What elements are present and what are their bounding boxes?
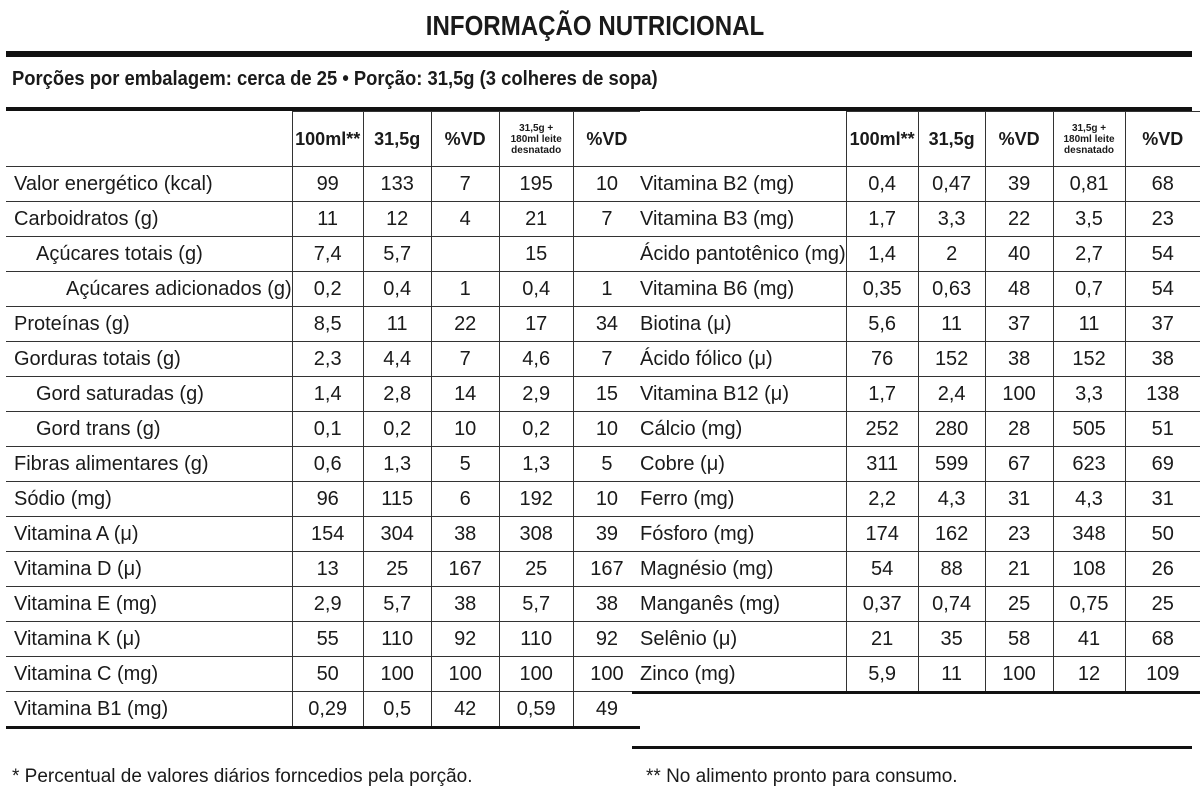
nutrient-value: 11: [363, 307, 431, 342]
table-row: [632, 587, 1200, 622]
table-row: [6, 272, 640, 307]
nutrient-value: 280: [918, 412, 985, 447]
table-row: [632, 272, 1200, 307]
nutrient-value: [431, 237, 499, 272]
nutrient-value: 92: [431, 622, 499, 657]
table-header-row: [6, 112, 640, 167]
nutrient-value: 109: [1125, 657, 1200, 693]
nutrient-value: 92: [573, 622, 640, 657]
nutrient-value: 5,7: [499, 587, 573, 622]
table-row: [632, 412, 1200, 447]
nutrient-value: 37: [1125, 307, 1200, 342]
header-milk-line: 31,5g +: [1071, 122, 1107, 134]
nutrient-name: Açúcares adicionados (g): [6, 272, 292, 307]
nutrient-name: Ácido pantotênico (mg): [632, 237, 846, 272]
nutrient-value: 88: [918, 552, 985, 587]
table-row: [6, 307, 640, 342]
table-row: [6, 622, 640, 657]
nutrient-value: 21: [985, 552, 1053, 587]
nutrient-value: 8,5: [292, 307, 363, 342]
nutrient-value: 35: [918, 622, 985, 657]
header-vd-with-milk: %VD: [573, 112, 640, 167]
header-portion: 31,5g: [363, 112, 431, 167]
nutrient-value: 1,4: [846, 237, 918, 272]
nutrient-value: 0,59: [499, 692, 573, 728]
nutrient-value: 15: [573, 377, 640, 412]
nutrient-value: 252: [846, 412, 918, 447]
nutrient-value: 167: [573, 552, 640, 587]
nutrient-value: 0,4: [363, 272, 431, 307]
nutrient-value: 49: [573, 692, 640, 728]
table-row: [6, 587, 640, 622]
header-vd: %VD: [985, 112, 1053, 167]
nutrient-value: 152: [1053, 342, 1125, 377]
nutrient-value: 10: [573, 167, 640, 202]
nutrient-value: 1,4: [292, 377, 363, 412]
nutrient-value: 0,4: [846, 167, 918, 202]
nutrient-value: 0,75: [1053, 587, 1125, 622]
nutrient-value: 2,7: [1053, 237, 1125, 272]
nutrient-value: 38: [985, 342, 1053, 377]
nutrient-value: 0,2: [363, 412, 431, 447]
nutrient-value: 0,6: [292, 447, 363, 482]
table-row: [632, 377, 1200, 412]
nutrient-value: 7: [573, 202, 640, 237]
nutrient-value: 10: [573, 412, 640, 447]
nutrient-value: 34: [573, 307, 640, 342]
header-blank: [632, 112, 846, 167]
table-row: [632, 482, 1200, 517]
header-vd: %VD: [431, 112, 499, 167]
header-portion: 31,5g: [918, 112, 985, 167]
nutrient-name: Gord saturadas (g): [6, 377, 292, 412]
nutrient-value: 14: [431, 377, 499, 412]
header-vd-with-milk: %VD: [1125, 112, 1200, 167]
table-row: [6, 657, 640, 692]
nutrient-value: 69: [1125, 447, 1200, 482]
nutrient-name: Vitamina B3 (mg): [632, 202, 846, 237]
nutrient-value: 167: [431, 552, 499, 587]
header-100ml: 100ml**: [292, 112, 363, 167]
nutrient-name: Vitamina K (μ): [6, 622, 292, 657]
nutrient-value: 2,2: [846, 482, 918, 517]
table-row: [6, 377, 640, 412]
nutrient-value: 108: [1053, 552, 1125, 587]
nutrient-value: 4,4: [363, 342, 431, 377]
nutrient-value: 21: [499, 202, 573, 237]
nutrient-name: Vitamina B2 (mg): [632, 167, 846, 202]
footnote-vd: * Percentual de valores diários forncedios pela porção.: [12, 766, 473, 787]
table-row: [632, 342, 1200, 377]
nutrient-value: 2,8: [363, 377, 431, 412]
table-row: [6, 482, 640, 517]
nutrient-value: 304: [363, 517, 431, 552]
header-milk-line: desnatado: [1064, 144, 1115, 156]
nutrient-value: 58: [985, 622, 1053, 657]
nutrient-value: 5,7: [363, 237, 431, 272]
nutrient-value: 1,7: [846, 377, 918, 412]
header-milk-line: desnatado: [511, 144, 562, 156]
table-row: [6, 202, 640, 237]
nutrient-value: 308: [499, 517, 573, 552]
table-row: [632, 517, 1200, 552]
header-blank: [6, 112, 292, 167]
nutrient-value: 55: [292, 622, 363, 657]
nutrient-value: 0,7: [1053, 272, 1125, 307]
nutrient-value: 6: [431, 482, 499, 517]
table-row: [6, 412, 640, 447]
table-row: [632, 622, 1200, 657]
nutrient-value: 0,35: [846, 272, 918, 307]
table-row: [632, 552, 1200, 587]
nutrient-value: 11: [918, 657, 985, 693]
nutrient-value: 0,74: [918, 587, 985, 622]
nutrition-table-left: [6, 111, 640, 729]
nutrient-name: Cobre (μ): [632, 447, 846, 482]
nutrient-value: 54: [1125, 272, 1200, 307]
nutrient-name: Cálcio (mg): [632, 412, 846, 447]
nutrient-name: Biotina (μ): [632, 307, 846, 342]
nutrient-name: Vitamina D (μ): [6, 552, 292, 587]
nutrient-value: 22: [431, 307, 499, 342]
nutrient-value: 5,9: [846, 657, 918, 693]
nutrient-name: Ferro (mg): [632, 482, 846, 517]
nutrient-value: 152: [918, 342, 985, 377]
right-bottom-rule: [632, 746, 1192, 749]
nutrient-value: 76: [846, 342, 918, 377]
header-portion-with-milk: [499, 112, 573, 167]
nutrient-value: 25: [985, 587, 1053, 622]
label-title: INFORMAÇÃO NUTRICIONAL: [425, 10, 765, 41]
nutrient-value: 115: [363, 482, 431, 517]
table-row: [6, 237, 640, 272]
nutrient-value: 54: [846, 552, 918, 587]
nutrient-value: 25: [1125, 587, 1200, 622]
nutrient-name: Vitamina E (mg): [6, 587, 292, 622]
nutrient-name: Vitamina B6 (mg): [632, 272, 846, 307]
nutrient-value: 39: [985, 167, 1053, 202]
nutrient-name: Fósforo (mg): [632, 517, 846, 552]
nutrient-name: Sódio (mg): [6, 482, 292, 517]
nutrient-value: 28: [985, 412, 1053, 447]
nutrient-value: 10: [431, 412, 499, 447]
table-row: [6, 342, 640, 377]
nutrient-value: 4,3: [1053, 482, 1125, 517]
nutrient-name: Vitamina A (μ): [6, 517, 292, 552]
nutrient-value: 15: [499, 237, 573, 272]
nutrient-value: 10: [573, 482, 640, 517]
nutrient-value: 0,29: [292, 692, 363, 728]
nutrient-value: 1: [431, 272, 499, 307]
nutrient-value: 2,9: [499, 377, 573, 412]
nutrient-value: 7: [431, 342, 499, 377]
nutrient-value: 138: [1125, 377, 1200, 412]
nutrient-value: 42: [431, 692, 499, 728]
nutrient-value: 7: [573, 342, 640, 377]
nutrient-value: 2,3: [292, 342, 363, 377]
nutrient-value: 50: [292, 657, 363, 692]
nutrient-value: 2: [918, 237, 985, 272]
table-row: [632, 307, 1200, 342]
nutrient-value: 25: [499, 552, 573, 587]
nutrient-value: 1,3: [499, 447, 573, 482]
nutrient-value: 38: [431, 517, 499, 552]
nutrient-value: 2,9: [292, 587, 363, 622]
nutrient-value: 0,2: [499, 412, 573, 447]
nutrient-name: Fibras alimentares (g): [6, 447, 292, 482]
nutrient-value: 5: [431, 447, 499, 482]
nutrient-value: 38: [573, 587, 640, 622]
nutrient-value: 31: [1125, 482, 1200, 517]
nutrient-name: Selênio (μ): [632, 622, 846, 657]
nutrient-value: 67: [985, 447, 1053, 482]
table-row: [6, 167, 640, 202]
table-header-row: [632, 112, 1200, 167]
nutrient-value: 5: [573, 447, 640, 482]
nutrient-name: Manganês (mg): [632, 587, 846, 622]
table-row: [6, 552, 640, 587]
nutrient-value: 12: [1053, 657, 1125, 693]
nutrient-value: 0,37: [846, 587, 918, 622]
nutrient-value: 154: [292, 517, 363, 552]
nutrient-value: 192: [499, 482, 573, 517]
nutrient-value: 4: [431, 202, 499, 237]
nutrient-name: Vitamina B12 (μ): [632, 377, 846, 412]
nutrient-value: 1,3: [363, 447, 431, 482]
nutrient-value: 38: [1125, 342, 1200, 377]
nutrient-value: 37: [985, 307, 1053, 342]
nutrient-value: 0,63: [918, 272, 985, 307]
table-row: [632, 657, 1200, 693]
nutrient-value: 100: [985, 377, 1053, 412]
nutrient-name: Carboidratos (g): [6, 202, 292, 237]
nutrient-value: 50: [1125, 517, 1200, 552]
nutrient-value: 100: [363, 657, 431, 692]
nutrient-value: 4,6: [499, 342, 573, 377]
nutrient-value: 0,5: [363, 692, 431, 728]
nutrient-value: 22: [985, 202, 1053, 237]
nutrient-name: Valor energético (kcal): [6, 167, 292, 202]
nutrient-value: 162: [918, 517, 985, 552]
table-row: [632, 237, 1200, 272]
nutrient-value: 23: [985, 517, 1053, 552]
nutrient-value: 7,4: [292, 237, 363, 272]
nutrient-value: 48: [985, 272, 1053, 307]
nutrient-name: Vitamina B1 (mg): [6, 692, 292, 728]
nutrient-value: 3,5: [1053, 202, 1125, 237]
nutrient-value: 13: [292, 552, 363, 587]
nutrient-value: 5,6: [846, 307, 918, 342]
nutrient-value: 133: [363, 167, 431, 202]
header-milk-line: 180ml leite: [510, 133, 562, 145]
nutrient-value: 110: [363, 622, 431, 657]
nutrient-value: 0,81: [1053, 167, 1125, 202]
nutrient-name: Proteínas (g): [6, 307, 292, 342]
nutrient-value: 99: [292, 167, 363, 202]
nutrient-value: 38: [431, 587, 499, 622]
nutrient-value: 68: [1125, 622, 1200, 657]
nutrient-value: 100: [499, 657, 573, 692]
nutrient-value: 5,7: [363, 587, 431, 622]
nutrient-value: 623: [1053, 447, 1125, 482]
nutrient-value: 1,7: [846, 202, 918, 237]
nutrient-value: 4,3: [918, 482, 985, 517]
nutrient-value: 100: [573, 657, 640, 692]
nutrient-value: 25: [363, 552, 431, 587]
nutrient-value: 1: [573, 272, 640, 307]
table-row: [632, 167, 1200, 202]
top-rule: [6, 51, 1192, 57]
nutrient-value: 96: [292, 482, 363, 517]
table-row: [6, 447, 640, 482]
header-portion-with-milk: [1053, 112, 1125, 167]
nutrient-name: Gord trans (g): [6, 412, 292, 447]
nutrient-value: 505: [1053, 412, 1125, 447]
nutrient-value: 0,2: [292, 272, 363, 307]
nutrient-name: Magnésio (mg): [632, 552, 846, 587]
nutrient-value: 100: [985, 657, 1053, 693]
nutrient-name: Ácido fólico (μ): [632, 342, 846, 377]
nutrition-table-right: [632, 111, 1200, 694]
table-row: [6, 692, 640, 728]
nutrient-value: 0,47: [918, 167, 985, 202]
nutrient-value: 110: [499, 622, 573, 657]
nutrient-name: Gorduras totais (g): [6, 342, 292, 377]
nutrient-name: Açúcares totais (g): [6, 237, 292, 272]
header-milk-line: 31,5g +: [519, 122, 554, 134]
nutrient-value: [573, 237, 640, 272]
nutrient-value: 11: [918, 307, 985, 342]
header-100ml: 100ml**: [846, 112, 918, 167]
nutrient-value: 39: [573, 517, 640, 552]
nutrient-value: 599: [918, 447, 985, 482]
nutrient-value: 23: [1125, 202, 1200, 237]
nutrient-value: 3,3: [1053, 377, 1125, 412]
nutrient-value: 12: [363, 202, 431, 237]
nutrient-value: 51: [1125, 412, 1200, 447]
table-row: [632, 202, 1200, 237]
nutrient-value: 54: [1125, 237, 1200, 272]
nutrient-value: 11: [292, 202, 363, 237]
nutrient-value: 174: [846, 517, 918, 552]
nutrient-value: 26: [1125, 552, 1200, 587]
nutrient-value: 311: [846, 447, 918, 482]
nutrient-value: 348: [1053, 517, 1125, 552]
footnote-ready: ** No alimento pronto para consumo.: [646, 766, 958, 787]
nutrient-value: 21: [846, 622, 918, 657]
serving-info: Porções por embalagem: cerca de 25 • Porção: 31,5g (3 colheres de sopa): [12, 68, 658, 90]
nutrient-value: 2,4: [918, 377, 985, 412]
table-row: [632, 447, 1200, 482]
nutrient-name: Zinco (mg): [632, 657, 846, 693]
nutrient-value: 0,1: [292, 412, 363, 447]
header-milk-line: 180ml leite: [1063, 133, 1115, 145]
nutrient-value: 7: [431, 167, 499, 202]
nutrient-value: 11: [1053, 307, 1125, 342]
nutrient-value: 68: [1125, 167, 1200, 202]
nutrient-value: 0,4: [499, 272, 573, 307]
nutrient-value: 100: [431, 657, 499, 692]
table-row: [6, 517, 640, 552]
nutrient-value: 195: [499, 167, 573, 202]
nutrient-name: Vitamina C (mg): [6, 657, 292, 692]
nutrient-value: 31: [985, 482, 1053, 517]
nutrient-value: 17: [499, 307, 573, 342]
nutrient-value: 41: [1053, 622, 1125, 657]
nutrient-value: 40: [985, 237, 1053, 272]
nutrient-value: 3,3: [918, 202, 985, 237]
